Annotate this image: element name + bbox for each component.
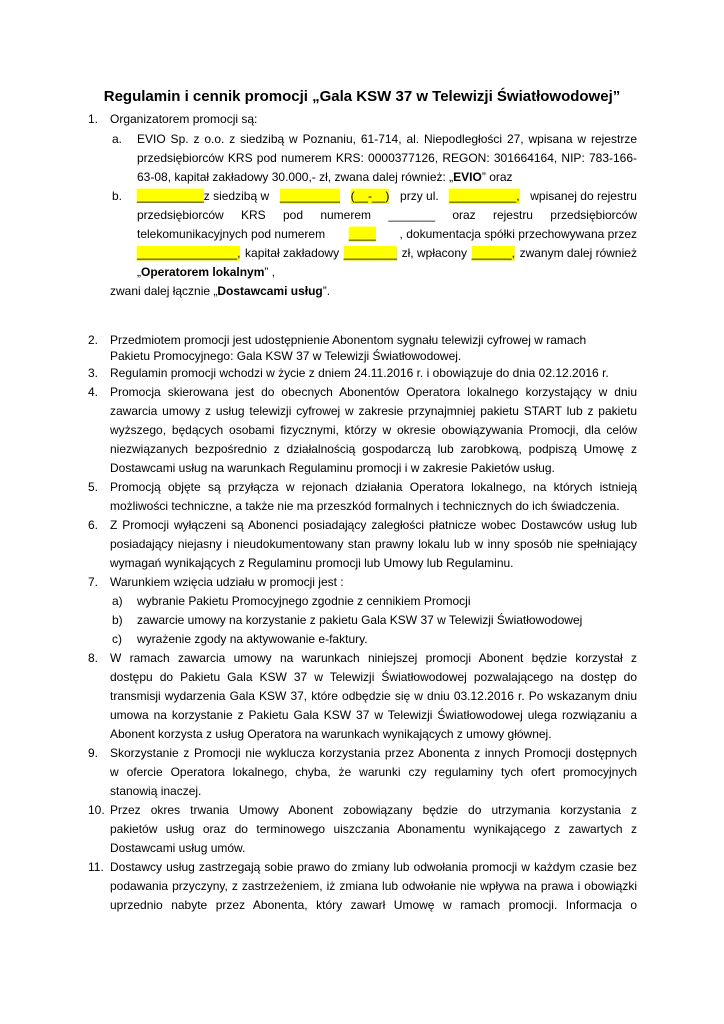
item-8-line-3: transmisji wydarzenia Gala KSW 37, które odbędzie się w dniu 03.12.2016 r. Po wskazanym dniu	[110, 689, 637, 703]
item-7c-text: wyrażenie zgody na aktywowanie e-faktury.	[137, 632, 368, 646]
item-8-line-2: dostępu do Pakietu Gala KSW 37 w Telewizji Światłowodowej pozwalającego na dostęp do	[110, 670, 637, 684]
item-7b-text: zawarcie umowy na korzystanie z pakietu Gala KSW 37 w Telewizji Światłowodowej	[137, 613, 583, 627]
item-8-line-4: umowa na korzystanie z Pakietu Gala KSW 37 w Telewizji Światłowodowej ulega rozwiązaniu a	[110, 708, 637, 722]
item-1-intro: Organizatorem promocji są:	[110, 112, 258, 126]
item-5-line-1: Promocją objęte są przyłącza w rejonach działania Operatora lokalnego, na których istnieją	[110, 480, 637, 494]
item-1b-line-5: „Operatorem lokalnym” ,	[137, 265, 276, 279]
item-5-line-2: możliwości techniczne, a także nie ma przeszkód formalnych i technicznych do ich świadczenia.	[110, 499, 620, 513]
item-11-line-3: uprzednio nabyte przez Abonenta, który zawarł Umowę w ramach promocji. Informacja o	[110, 898, 637, 912]
item-6-number: 6.	[88, 518, 99, 532]
item-9-line-2: w ofercie Operatora lokalnego, chyba, że warunki czy regulaminy tych ofert promocyjnych	[110, 765, 637, 779]
item-3-line-1: Regulamin promocji wchodzi w życie z dniem 24.11.2016 r. i obowiązuje do dnia 02.12.2016 r.	[110, 366, 609, 380]
item-11-line-1: Dostawcy usług zastrzegają sobie prawo do zmiany lub odwołania promocji w każdym czasie bez	[110, 860, 637, 874]
item-1b-line-1: __________z siedzibą w _________ (__-__) przy ul. __________, wpisanej do rejestru	[137, 189, 637, 203]
item-8-line-1: W ramach zawarcia umowy na warunkach niniejszej promocji Abonent będzie korzystał z	[110, 651, 637, 665]
item-9-line-1: Skorzystanie z Promocji nie wyklucza korzystania przez Abonenta z innych Promocji dostępnych	[110, 746, 637, 760]
blank-share-capital: ________	[343, 246, 398, 260]
item-6-line-2: posiadający niejasny i nieudokumentowany stan prawny lokalu lub w inny sposób nie spełniający	[110, 537, 637, 551]
item-10-line-1: Przez okres trwania Umowy Abonent zobowiązany będzie do utrzymania korzystania z	[110, 803, 637, 817]
item-1b-line-3: telekomunikacyjnych pod numerem ____ , dokumentacja spółki przechowywana przez	[137, 227, 637, 241]
item-1a-line-3: 63-08, kapitał zakładowy 30.000,- zł, zwana dalej również: „EVIO” oraz	[137, 170, 513, 184]
item-4-number: 4.	[88, 385, 99, 399]
item-6-line-1: Z Promocji wyłączeni są Abonenci posiadający zaległości płatnicze wobec Dostawców usług lub	[110, 518, 637, 532]
item-2-line-1: Przedmiotem promocji jest udostępnienie Abonentom sygnału telewizji cyfrowej w ramach	[110, 333, 587, 347]
blank-street: __________,	[449, 189, 520, 203]
item-1-outro: zwani dalej łącznie „Dostawcami usług”.	[110, 284, 331, 298]
item-4-line-1: Promocja skierowana jest do obecnych Abonentów Operatora lokalnego korzystający w dniu	[110, 385, 637, 399]
item-11-number: 11.	[88, 860, 104, 874]
blank-city: _________	[279, 189, 340, 203]
item-7a-letter: a)	[112, 594, 123, 608]
blank-telecom-number: ____	[348, 227, 376, 241]
item-7b-letter: b)	[112, 613, 123, 627]
blank-registry-court: _______________,	[137, 246, 241, 260]
item-10-number: 10.	[88, 803, 105, 817]
item-1b-line-4: _______________, kapitał zakładowy ________ zł, wpłacony ______, zwanym dalej również	[137, 246, 637, 260]
item-1-number: 1.	[88, 112, 99, 126]
item-7-intro: Warunkiem wzięcia udziału w promocji jest :	[110, 575, 344, 589]
item-2-number: 2.	[88, 333, 99, 347]
item-1a-line-2: przedsiębiorców KRS pod numerem KRS: 0000377126, REGON: 301664164, NIP: 783-166-	[137, 151, 637, 165]
item-5-number: 5.	[88, 480, 99, 494]
item-7a-text: wybranie Pakietu Promocyjnego zgodnie z cennikiem Promocji	[137, 594, 471, 608]
item-8-number: 8.	[88, 651, 99, 665]
item-8-line-5: Abonent korzysta z usług Operatora na warunkach wynikających z umowy głównej.	[110, 727, 552, 741]
page-title: Regulamin i cennik promocji „Gala KSW 37 w Telewizji Światłowodowej”	[103, 88, 621, 105]
item-1b-line-2: przedsiębiorców KRS pod numerem _______ oraz rejestru przedsiębiorców	[137, 208, 637, 222]
item-1a-letter: a.	[112, 132, 123, 146]
item-10-line-3: Dostawcami usług umów.	[110, 841, 246, 855]
item-7c-letter: c)	[112, 632, 122, 646]
blank-company-name: __________	[137, 189, 204, 203]
item-9-line-3: stanowią inaczej.	[110, 784, 202, 798]
blank-paid-capital: ______,	[471, 246, 515, 260]
item-6-line-3: wymagań wynikających z Regulaminu promocji lub Umowy lub Regulaminu.	[110, 556, 514, 570]
item-2-line-2: Pakietu Promocyjnego: Gala KSW 37 w Telewizji Światłowodowej.	[110, 349, 462, 363]
item-4-line-4: niezwiązanych bezpośrednio z działalnością gospodarczą lub zarobkową, podpiszą Umowę z	[110, 442, 637, 456]
item-1b-letter: b.	[112, 189, 123, 203]
item-7-number: 7.	[88, 575, 99, 589]
item-11-line-2: podawania przyczyny, z zastrzeżeniem, iż zmiana lub odwołanie nie wpływa na prawa i obowiązki	[110, 879, 637, 893]
item-4-line-2: zawarcia umowy z usług telewizji cyfrowej w zakresie przynajmniej pakietu START lub z pakietu	[110, 404, 637, 418]
item-3-number: 3.	[88, 366, 99, 380]
item-4-line-5: Dostawcami usług na warunkach Regulaminu promocji i w zakresie Pakietów usług.	[110, 461, 555, 475]
blank-postal-code: (__-__)	[350, 189, 390, 203]
item-4-line-3: wyższego, będących osobami fizycznymi, którzy w okresie obowiązywania Promocji, dla celów	[110, 423, 637, 437]
item-10-line-2: pakietów usług oraz do terminowego uiszczania Abonamentu wynikającego z zawartych z	[110, 822, 637, 836]
item-1a-line-1: EVIO Sp. z o.o. z siedzibą w Poznaniu, 61-714, al. Niepodległości 27, wpisana w rejestrze	[137, 132, 637, 146]
item-9-number: 9.	[88, 746, 99, 760]
